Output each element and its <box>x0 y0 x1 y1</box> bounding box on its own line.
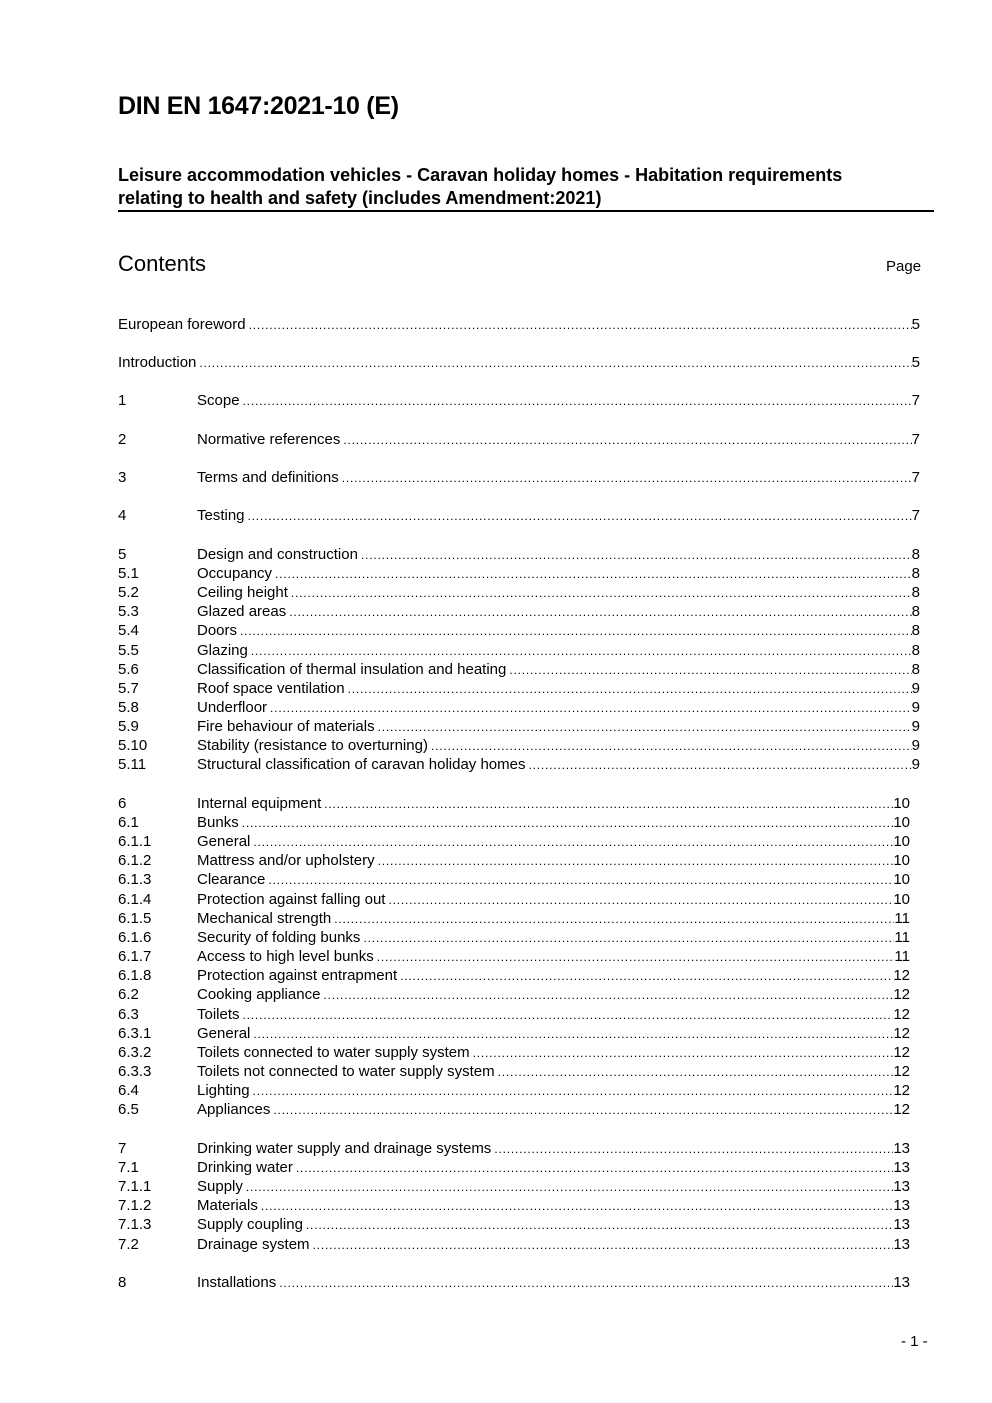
toc-entry[interactable] <box>118 909 910 929</box>
toc-entry-page: 8 <box>911 603 920 620</box>
toc-entry-number: 6.1.7 <box>118 948 152 965</box>
toc-leader-dots <box>363 928 894 948</box>
toc-entry-page: 7 <box>911 431 920 448</box>
toc-entry-number: 2 <box>118 431 127 448</box>
toc-leader-dots <box>400 966 893 986</box>
toc-entry-page: 7 <box>911 469 920 486</box>
toc-entry[interactable] <box>118 1139 910 1159</box>
toc-entry-number: 6.3.3 <box>118 1063 152 1080</box>
toc-leader-dots <box>240 621 912 641</box>
toc-entry-title: Normative references <box>197 431 341 448</box>
toc-entry-page: 12 <box>893 967 910 984</box>
toc-entry-title: Internal equipment <box>197 795 322 812</box>
toc-entry-number: 5.7 <box>118 680 139 697</box>
toc-entry[interactable] <box>118 928 910 948</box>
toc-entry-title: Ceiling height <box>197 584 288 601</box>
toc-entry-number: 8 <box>118 1274 127 1291</box>
toc-entry-title: Drinking water <box>197 1159 293 1176</box>
toc-leader-dots <box>243 1005 894 1025</box>
toc-entry[interactable] <box>118 1081 910 1101</box>
toc-entry[interactable] <box>118 813 910 833</box>
toc-leader-dots <box>268 870 893 890</box>
toc-entry[interactable] <box>118 1062 910 1082</box>
toc-entry-number: 6.1 <box>118 814 139 831</box>
toc-entry-title: Cooking appliance <box>197 986 321 1003</box>
toc-entry-page: 8 <box>911 642 920 659</box>
toc-entry-title: Bunks <box>197 814 239 831</box>
toc-entry[interactable] <box>118 506 920 526</box>
toc-entry[interactable] <box>118 1024 910 1044</box>
document-id: DIN EN 1647:2021-10 (E) <box>118 92 399 120</box>
toc-entry-number: 7 <box>118 1140 127 1157</box>
toc-entry-number: 7.1.3 <box>118 1216 152 1233</box>
toc-entry[interactable] <box>118 641 920 661</box>
toc-entry[interactable] <box>118 1235 910 1255</box>
toc-entry[interactable] <box>118 679 920 699</box>
toc-entry-title: Occupancy <box>197 565 273 582</box>
document-title-line-2: relating to health and safety (includes Amendment:2021) <box>118 188 602 208</box>
toc-entry-number: 5.9 <box>118 718 139 735</box>
toc-entry-page: 12 <box>893 1063 910 1080</box>
toc-entry-number: 5.11 <box>118 756 147 773</box>
toc-entry-title: Testing <box>197 507 245 524</box>
toc-entry-number: 6.1.6 <box>118 929 152 946</box>
toc-entry-title: Access to high level bunks <box>197 948 374 965</box>
toc-entry[interactable] <box>118 794 910 814</box>
toc-entry-title: Mattress and/or upholstery <box>197 852 375 869</box>
toc-entry[interactable] <box>118 1100 910 1120</box>
toc-entry-number: 6.5 <box>118 1101 139 1118</box>
toc-entry-title: Glazed areas <box>197 603 287 620</box>
toc-entry[interactable] <box>118 832 910 852</box>
toc-entry-title: Roof space ventilation <box>197 680 345 697</box>
toc-entry-page: 12 <box>893 1082 910 1099</box>
toc-entry[interactable] <box>118 890 910 910</box>
toc-entry-number: 6.1.8 <box>118 967 152 984</box>
toc-leader-dots <box>431 736 912 756</box>
toc-entry-number: 5.3 <box>118 603 139 620</box>
toc-entry-page: 12 <box>893 1025 910 1042</box>
toc-entry-page: 5 <box>911 316 920 333</box>
toc-entry[interactable] <box>118 985 910 1005</box>
toc-entry-title: Supply coupling <box>197 1216 303 1233</box>
document-title-line-1: Leisure accommodation vehicles - Caravan holiday homes - Habitation requirements <box>118 165 843 185</box>
toc-entry[interactable] <box>118 1043 910 1063</box>
toc-entry-number: 6.3 <box>118 1006 139 1023</box>
toc-entry-title: Protection against entrapment <box>197 967 398 984</box>
toc-entry-number: 6.3.2 <box>118 1044 152 1061</box>
toc-entry-page: 7 <box>911 507 920 524</box>
toc-entry[interactable] <box>118 583 920 603</box>
toc-entry-title: Toilets not connected to water supply system <box>197 1063 495 1080</box>
toc-entry-number: 4 <box>118 507 127 524</box>
toc-entry-title: Materials <box>197 1197 258 1214</box>
toc-entry-page: 9 <box>911 737 920 754</box>
toc-entry-page: 10 <box>893 795 910 812</box>
toc-entry-number: 7.1.1 <box>118 1178 152 1195</box>
toc-entry-page: 12 <box>893 1006 910 1023</box>
toc-entry[interactable] <box>118 315 920 335</box>
toc-entry-title: Introduction <box>118 354 197 371</box>
toc-leader-dots <box>253 832 893 852</box>
toc-entry-number: 5 <box>118 546 127 563</box>
toc-entry-number: 6.4 <box>118 1082 139 1099</box>
toc-leader-dots <box>273 1100 893 1120</box>
toc-leader-dots <box>473 1043 894 1063</box>
toc-leader-dots <box>253 1081 894 1101</box>
toc-entry-page: 8 <box>911 546 920 563</box>
toc-leader-dots <box>334 909 894 929</box>
toc-entry-title: Mechanical strength <box>197 910 332 927</box>
toc-entry-title: Underfloor <box>197 699 268 716</box>
toc-entry-title: Clearance <box>197 871 266 888</box>
toc-entry-number: 6.2 <box>118 986 139 1003</box>
toc-entry-title: Scope <box>197 392 240 409</box>
toc-entry-number: 1 <box>118 392 127 409</box>
toc-entry[interactable] <box>118 736 920 756</box>
toc-entry-page: 10 <box>893 852 910 869</box>
toc-entry[interactable] <box>118 698 920 718</box>
toc-leader-dots <box>296 1158 893 1178</box>
toc-entry[interactable] <box>118 870 910 890</box>
toc-entry-title: Fire behaviour of materials <box>197 718 375 735</box>
toc-entry-page: 8 <box>911 622 920 639</box>
toc-entry-title: Toilets <box>197 1006 240 1023</box>
toc-leader-dots <box>324 794 893 814</box>
toc-entry[interactable] <box>118 717 920 737</box>
toc-entry-title: Toilets connected to water supply system <box>197 1044 470 1061</box>
toc-entry[interactable] <box>118 564 920 584</box>
toc-entry-page: 11 <box>894 910 910 927</box>
toc-entry-page: 9 <box>911 699 920 716</box>
toc-entry-page: 13 <box>893 1236 910 1253</box>
toc-entry-page: 13 <box>893 1178 910 1195</box>
toc-entry[interactable] <box>118 1215 910 1235</box>
toc-entry[interactable] <box>118 1177 910 1197</box>
toc-leader-dots <box>270 698 912 718</box>
toc-entry-title: Installations <box>197 1274 277 1291</box>
toc-entry[interactable] <box>118 1273 910 1293</box>
toc-leader-dots <box>275 564 912 584</box>
toc-entry-title: Terms and definitions <box>197 469 339 486</box>
toc-leader-dots <box>348 679 912 699</box>
toc-entry-page: 9 <box>911 718 920 735</box>
toc-entry-page: 13 <box>893 1140 910 1157</box>
toc-entry-title: Security of folding bunks <box>197 929 361 946</box>
toc-entry-page: 5 <box>911 354 920 371</box>
toc-entry[interactable] <box>118 391 920 411</box>
toc-entry-title: Design and construction <box>197 546 358 563</box>
toc-entry-page: 13 <box>893 1159 910 1176</box>
toc-entry-number: 5.10 <box>118 737 148 754</box>
toc-leader-dots <box>199 353 911 373</box>
toc-entry-title: Glazing <box>197 642 248 659</box>
toc-entry-page: 8 <box>911 661 920 678</box>
toc-leader-dots <box>289 602 911 622</box>
toc-entry-title: Drinking water supply and drainage systems <box>197 1140 492 1157</box>
toc-leader-dots <box>249 315 912 335</box>
toc-entry-title: Classification of thermal insulation and heating <box>197 661 507 678</box>
toc-entry-number: 7.1.2 <box>118 1197 152 1214</box>
toc-leader-dots <box>378 717 912 737</box>
toc-leader-dots <box>494 1139 893 1159</box>
toc-entry[interactable] <box>118 755 920 775</box>
toc-entry-title: Appliances <box>197 1101 271 1118</box>
toc-entry-number: 6.1.3 <box>118 871 152 888</box>
toc-entry-page: 10 <box>893 871 910 888</box>
toc-entry-title: European foreword <box>118 316 246 333</box>
toc-leader-dots <box>342 468 912 488</box>
toc-entry-page: 10 <box>893 891 910 908</box>
toc-leader-dots <box>378 851 894 871</box>
toc-leader-dots <box>388 890 893 910</box>
toc-entry-page: 13 <box>893 1197 910 1214</box>
toc-leader-dots <box>261 1196 893 1216</box>
toc-entry[interactable] <box>118 353 920 373</box>
toc-entry-title: Drainage system <box>197 1236 310 1253</box>
toc-entry[interactable] <box>118 545 920 565</box>
toc-entry-title: General <box>197 833 251 850</box>
toc-entry-number: 7.2 <box>118 1236 139 1253</box>
toc-entry-title: Protection against falling out <box>197 891 386 908</box>
toc-leader-dots <box>243 391 912 411</box>
toc-entry-page: 11 <box>894 948 910 965</box>
toc-entry-number: 5.5 <box>118 642 139 659</box>
toc-leader-dots <box>253 1024 893 1044</box>
toc-entry-title: Structural classification of caravan holiday homes <box>197 756 526 773</box>
toc-entry[interactable] <box>118 621 920 641</box>
toc-leader-dots <box>377 947 895 967</box>
footer-page-number: - 1 - <box>901 1333 928 1350</box>
toc-entry-number: 5.4 <box>118 622 139 639</box>
toc-entry[interactable] <box>118 947 910 967</box>
page-column-heading: Page <box>886 258 922 275</box>
toc-entry[interactable] <box>118 966 910 986</box>
toc-leader-dots <box>279 1273 893 1293</box>
toc-entry-page: 12 <box>893 986 910 1003</box>
toc-entry-number: 3 <box>118 469 127 486</box>
title-rule <box>118 210 934 212</box>
toc-entry[interactable] <box>118 1196 910 1216</box>
toc-entry-page: 13 <box>893 1274 910 1291</box>
toc-entry-number: 6.1.4 <box>118 891 152 908</box>
toc-leader-dots <box>498 1062 894 1082</box>
toc-entry-number: 5.8 <box>118 699 139 716</box>
toc-entry-number: 6.1.2 <box>118 852 152 869</box>
toc-leader-dots <box>306 1215 893 1235</box>
toc-leader-dots <box>313 1235 894 1255</box>
document-title <box>118 164 934 210</box>
toc-entry-page: 8 <box>911 565 920 582</box>
toc-entry-number: 6.3.1 <box>118 1025 152 1042</box>
toc-entry-title: Stability (resistance to overturning) <box>197 737 428 754</box>
toc-leader-dots <box>509 660 911 680</box>
toc-entry-title: Doors <box>197 622 238 639</box>
toc-leader-dots <box>343 430 911 450</box>
toc-entry-title: Supply <box>197 1178 243 1195</box>
toc-leader-dots <box>246 1177 893 1197</box>
toc-entry-page: 9 <box>911 756 920 773</box>
toc-entry[interactable] <box>118 851 910 871</box>
toc-leader-dots <box>251 641 912 661</box>
toc-entry[interactable] <box>118 430 920 450</box>
toc-leader-dots <box>291 583 912 603</box>
toc-entry-number: 5.2 <box>118 584 139 601</box>
toc-leader-dots <box>248 506 912 526</box>
toc-entry-number: 5.6 <box>118 661 139 678</box>
toc-entry-number: 6.1.1 <box>118 833 152 850</box>
toc-leader-dots <box>323 985 893 1005</box>
toc-entry-page: 12 <box>893 1044 910 1061</box>
toc-entry[interactable] <box>118 1158 910 1178</box>
toc-entry-page: 11 <box>894 929 910 946</box>
toc-entry[interactable] <box>118 1005 910 1025</box>
toc-entry-number: 6.1.5 <box>118 910 152 927</box>
toc-entry[interactable] <box>118 660 920 680</box>
toc-entry-page: 12 <box>893 1101 910 1118</box>
toc-leader-dots <box>242 813 894 833</box>
toc-leader-dots <box>529 755 912 775</box>
toc-entry[interactable] <box>118 602 920 622</box>
toc-entry[interactable] <box>118 468 920 488</box>
toc-entry-page: 8 <box>911 584 920 601</box>
toc-entry-page: 13 <box>893 1216 910 1233</box>
toc-entry-page: 9 <box>911 680 920 697</box>
toc-entry-page: 10 <box>893 814 910 831</box>
toc-entry-title: Lighting <box>197 1082 250 1099</box>
toc-entry-number: 7.1 <box>118 1159 139 1176</box>
toc-entry-page: 10 <box>893 833 910 850</box>
toc-entry-number: 6 <box>118 795 127 812</box>
toc-entry-title: General <box>197 1025 251 1042</box>
contents-heading: Contents <box>118 251 207 276</box>
toc-entry-page: 7 <box>911 392 920 409</box>
toc-leader-dots <box>361 545 912 565</box>
toc-entry-number: 5.1 <box>118 565 139 582</box>
